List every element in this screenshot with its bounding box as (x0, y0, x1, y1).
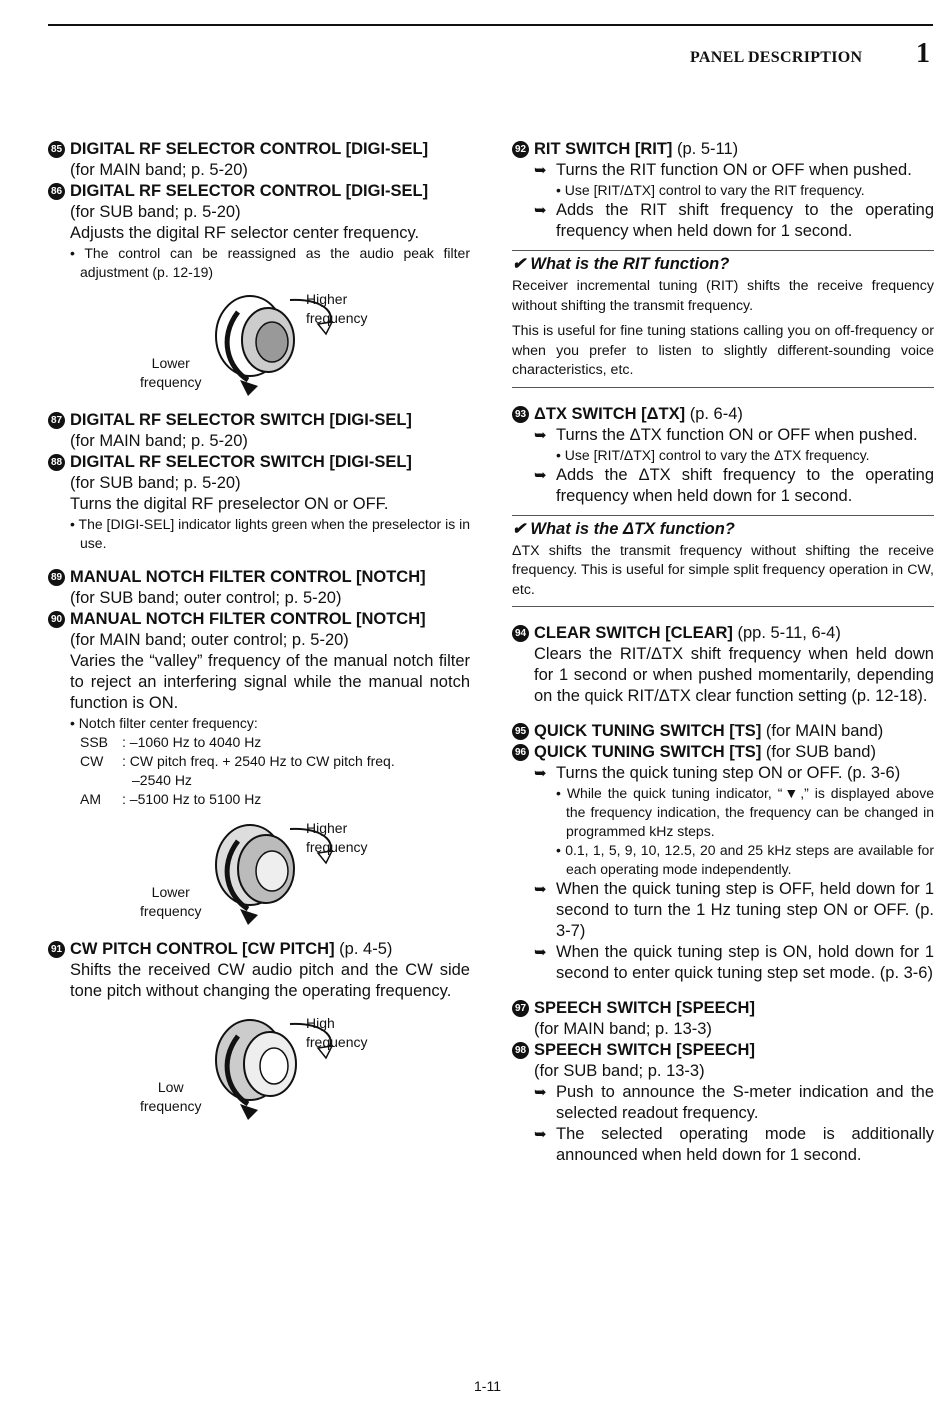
item-subtitle: (for MAIN band; p. 5-20) (70, 432, 248, 450)
item-description: Adjusts the digital RF selector center frequency. (70, 224, 420, 242)
item-description: Clears the RIT/ΔTX shift frequency when held down for 1 second or when pushed momentarily, depending on the quick RIT/ΔTX clear function setting (p. 12-18). (534, 645, 934, 705)
item-number-badge: 91 (48, 941, 65, 958)
item-85 (48, 139, 470, 181)
item-title: SPEECH SWITCH [SPEECH] (534, 999, 755, 1017)
table-cell-range: : –1060 Hz to 4040 Hz (122, 734, 262, 750)
item-title: QUICK TUNING SWITCH [TS] (534, 743, 762, 761)
table-row (80, 752, 470, 771)
item-number-badge: 86 (48, 183, 65, 200)
item-subtitle: (for SUB band; p. 5-20) (70, 203, 241, 221)
item-number-badge: 95 (512, 723, 529, 740)
item-description: Varies the “valley” frequency of the manual notch filter to reject an interfering signal while the manual notch function is ON. (70, 652, 470, 712)
info-box-rit (512, 250, 934, 388)
item-ref: (pp. 5-11, 6-4) (732, 624, 841, 642)
knob-label-increase: Higher frequency (306, 820, 368, 855)
table-cell-mode: CW (80, 753, 104, 769)
item-94 (512, 623, 934, 707)
item-description: Shifts the received CW audio pitch and the CW side tone pitch without changing the operating frequency. (70, 961, 470, 1000)
item-title: ΔTX SWITCH [ΔTX] (534, 404, 686, 423)
arrow-icon: ➥ (534, 162, 547, 179)
item-description: Turns the digital RF preselector ON or OFF. (70, 495, 389, 513)
knob-label-increase: High frequency (306, 1015, 368, 1050)
arrow-icon: ➥ (534, 765, 547, 782)
page-number: 1-11 (474, 1378, 501, 1394)
item-number-badge: 96 (512, 744, 529, 761)
knob-label-decrease: Low frequency (140, 1079, 202, 1114)
item-88 (48, 452, 470, 553)
item-note: • Notch filter center frequency: (70, 715, 258, 731)
item-number-badge: 97 (512, 1000, 529, 1017)
item-title: DIGITAL RF SELECTOR SWITCH [DIGI-SEL] (70, 411, 412, 429)
item-subtitle: (for SUB band; p. 13-3) (534, 1062, 705, 1080)
item-92 (512, 139, 934, 242)
item-number-badge: 85 (48, 141, 65, 158)
bullet-text: Adds the RIT shift frequency to the operating frequency when held down for 1 second. (556, 201, 934, 240)
bullet (512, 879, 934, 942)
item-title: DIGITAL RF SELECTOR CONTROL [DIGI-SEL] (70, 140, 429, 158)
table-row (80, 733, 470, 752)
table-row (80, 790, 470, 809)
knob-label-increase: Higher frequency (306, 291, 368, 326)
item-ref: (p. 6-4) (685, 404, 743, 423)
item-title: SPEECH SWITCH [SPEECH] (534, 1041, 755, 1059)
table-row (80, 771, 470, 790)
item-title: DIGITAL RF SELECTOR CONTROL [DIGI-SEL] (70, 182, 429, 200)
item-title: CLEAR SWITCH [CLEAR] (534, 624, 733, 642)
item-title: MANUAL NOTCH FILTER CONTROL [NOTCH] (70, 568, 426, 586)
item-ref: (for SUB band) (761, 743, 876, 761)
item-title: QUICK TUNING SWITCH [TS] (534, 722, 762, 740)
bullet (512, 465, 934, 507)
item-note: • Use [RIT/ΔTX] control to vary the ΔTX frequency. (556, 446, 870, 463)
knob-label-decrease: Lower frequency (140, 355, 202, 390)
section-number: 1 (916, 38, 930, 69)
item-87 (48, 410, 470, 452)
bullet (512, 1082, 934, 1124)
bullet-text: Turns the quick tuning step ON or OFF. (p. 3-6) (556, 764, 901, 782)
knob-illustration-cwpitch (48, 1012, 470, 1134)
item-subtitle: (for MAIN band; outer control; p. 5-20) (70, 631, 349, 649)
item-ref: (p. 5-11) (672, 140, 739, 158)
arrow-icon: ➥ (534, 1126, 547, 1143)
item-number-badge: 89 (48, 569, 65, 586)
info-box-text: Receiver incremental tuning (RIT) shifts the receive frequency without shifting the transmit frequency. (512, 278, 934, 314)
bullet-text: When the quick tuning step is OFF, held down for 1 second to turn the 1 Hz tuning step ON or OFF. (p. 3-7) (556, 880, 934, 940)
arrow-icon: ➥ (534, 1084, 547, 1101)
knob-illustration-notch (48, 817, 470, 939)
table-cell-mode: SSB (80, 734, 109, 750)
item-86 (48, 181, 470, 282)
item-note: • The [DIGI-SEL] indicator lights green when the preselector is in use. (70, 516, 470, 551)
bullet (512, 763, 934, 784)
bullet-text: Turns the RIT function ON or OFF when pushed. (556, 161, 912, 179)
item-95 (512, 721, 934, 742)
info-box-text: ΔTX shifts the transmit frequency without shifting the receive frequency. This is useful for simple split frequency operation in CW, etc. (512, 542, 934, 598)
item-note: • The control can be reassigned as the audio peak filter adjustment (p. 12-19) (70, 245, 470, 280)
arrow-icon: ➥ (534, 426, 547, 444)
bullet-text: Adds the ΔTX shift frequency to the operating frequency when held down for 1 second. (556, 465, 934, 505)
arrow-icon: ➥ (534, 466, 547, 484)
item-97 (512, 998, 934, 1040)
item-number-badge: 93 (512, 406, 529, 423)
info-box-title: ✔ What is the RIT function? (512, 255, 730, 273)
item-96 (512, 742, 934, 984)
header-rule (48, 24, 933, 26)
item-number-badge: 88 (48, 454, 65, 471)
item-subtitle: (for SUB band; p. 5-20) (70, 474, 241, 492)
item-number-badge: 87 (48, 412, 65, 429)
item-91 (48, 939, 470, 1002)
item-90 (48, 609, 470, 809)
table-cell-mode: AM (80, 791, 101, 807)
table-cell-range-cont: –2540 Hz (132, 772, 192, 788)
arrow-icon: ➥ (534, 202, 547, 219)
item-subtitle: (for MAIN band; p. 13-3) (534, 1020, 712, 1038)
item-title: CW PITCH CONTROL [CW PITCH] (70, 940, 335, 958)
item-title: MANUAL NOTCH FILTER CONTROL [NOTCH] (70, 610, 426, 628)
item-number-badge: 92 (512, 141, 529, 158)
info-box-text: This is useful for fine tuning stations calling you on off-frequency or when you prefer to listen to slightly different-sounding voice characteristics, etc. (512, 323, 934, 378)
bullet (512, 160, 934, 181)
item-number-badge: 98 (512, 1042, 529, 1059)
table-cell-range: : CW pitch freq. + 2540 Hz to CW pitch freq. (122, 753, 395, 769)
knob-illustration-digisel (48, 288, 470, 410)
bullet-text: Turns the ΔTX function ON or OFF when pushed. (556, 425, 918, 444)
item-subtitle: (for SUB band; outer control; p. 5-20) (70, 589, 342, 607)
item-title: RIT SWITCH [RIT] (534, 140, 673, 158)
bullet-text: The selected operating mode is additionally announced when held down for 1 second. (556, 1125, 934, 1164)
bullet (512, 1124, 934, 1166)
item-note: • 0.1, 1, 5, 9, 10, 12.5, 20 and 25 kHz steps are available for each operating mode independently. (556, 842, 934, 877)
right-column (512, 139, 934, 1166)
item-title: DIGITAL RF SELECTOR SWITCH [DIGI-SEL] (70, 453, 412, 471)
item-ref: (p. 4-5) (334, 940, 393, 958)
bullet (512, 942, 934, 984)
section-title: PANEL DESCRIPTION (690, 49, 863, 66)
item-number-badge: 94 (512, 625, 529, 642)
bullet-text: Push to announce the S-meter indication and the selected readout frequency. (556, 1083, 934, 1122)
item-number-badge: 90 (48, 611, 65, 628)
bullet (512, 425, 934, 446)
notch-frequency-table (48, 733, 470, 809)
bullet-text: When the quick tuning step is ON, hold down for 1 second to enter quick tuning step set mode. (p. 3-6) (556, 943, 934, 982)
table-cell-range: : –5100 Hz to 5100 Hz (122, 791, 262, 807)
item-note: • While the quick tuning indicator, “▼,” is displayed above the frequency indication, the frequency can be changed in programmed kHz steps. (556, 785, 934, 839)
item-93 (512, 404, 934, 507)
item-98 (512, 1040, 934, 1166)
arrow-icon: ➥ (534, 881, 547, 898)
item-note: • Use [RIT/ΔTX] control to vary the RIT frequency. (556, 182, 865, 198)
bullet (512, 200, 934, 242)
arrow-icon: ➥ (534, 944, 547, 961)
knob-label-decrease: Lower frequency (140, 884, 202, 919)
item-ref: (for MAIN band) (761, 722, 884, 740)
item-89 (48, 567, 470, 609)
info-box-dtx (512, 515, 934, 608)
info-box-title: ✔ What is the ΔTX function? (512, 519, 735, 538)
item-subtitle: (for MAIN band; p. 5-20) (70, 161, 248, 179)
left-column (48, 139, 470, 1134)
